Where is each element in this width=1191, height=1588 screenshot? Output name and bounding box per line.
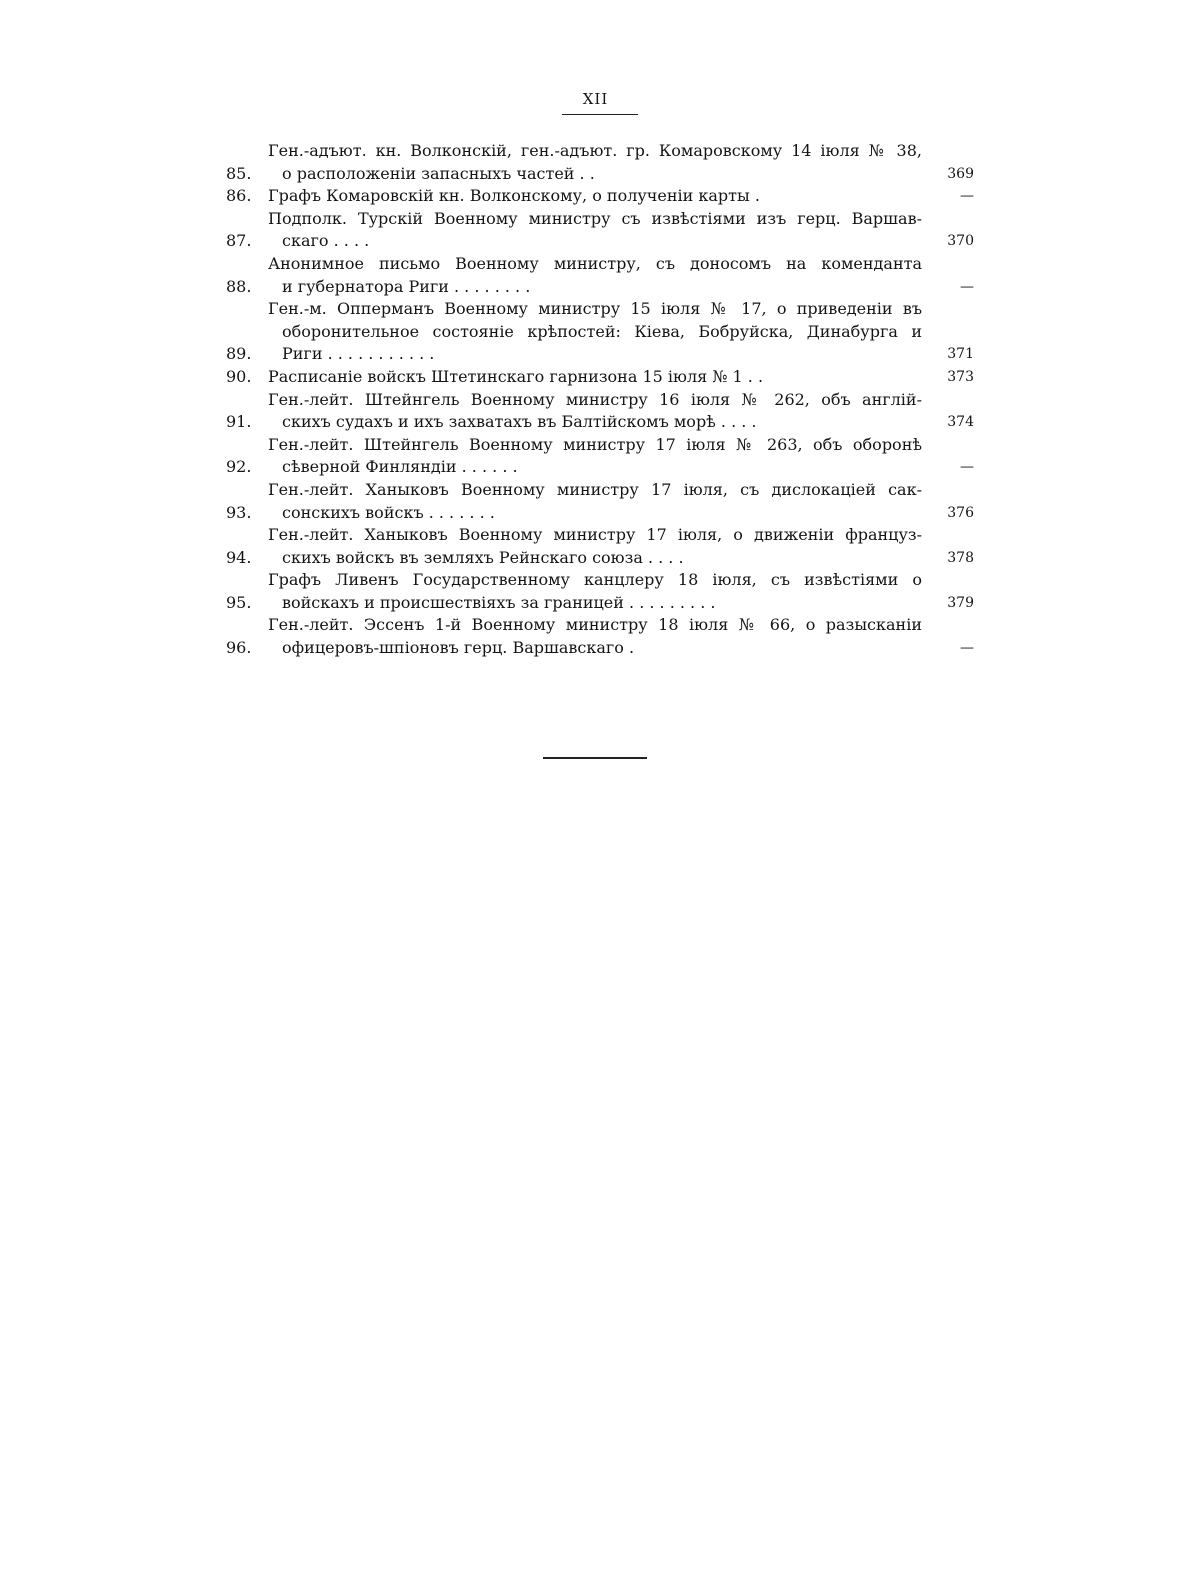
entry-number: 96.: [226, 638, 252, 658]
entry-page-number: 376: [947, 504, 974, 521]
toc-entry: [226, 479, 974, 524]
page-header-numeral: XII: [582, 90, 609, 108]
entry-title: [268, 208, 922, 253]
entry-title-line: Ген.-лейт. Штейнгель Военному министру 17 іюля № 263, объ оборонѣ: [268, 434, 922, 454]
entry-page-number: —: [960, 640, 974, 657]
entry-title-line: Графъ Комаровскій кн. Волконскому, о полученіи карты .: [268, 186, 760, 206]
entry-title-line: скихъ судахъ и ихъ захватахъ въ Балтійскомъ морѣ . . . .: [282, 412, 757, 432]
entry-page-number: 379: [947, 594, 974, 611]
entry-title-line: Графъ Ливенъ Государственному канцлеру 18 іюля, съ извѣстіями о: [268, 570, 922, 590]
toc-entry: [226, 366, 974, 389]
entry-number: 92.: [226, 457, 252, 477]
entry-page-number: —: [960, 278, 974, 295]
entry-number: 95.: [226, 592, 252, 612]
entry-title-line: сѣверной Финляндіи . . . . . .: [282, 457, 518, 477]
entry-title: [268, 614, 922, 659]
entry-title-line: Расписаніе войскъ Штетинскаго гарнизона 15 іюля № 1 . .: [268, 366, 764, 386]
entry-title: [268, 479, 922, 524]
entry-title-line: Риги . . . . . . . . . . .: [282, 344, 435, 364]
toc-entry: [226, 524, 974, 569]
entry-title-line: войскахъ и происшествіяхъ за границей . . . . . . . . .: [282, 592, 716, 612]
entry-number: 94.: [226, 547, 252, 567]
toc-entry: [226, 140, 974, 185]
entry-title: [268, 524, 922, 569]
entry-title-line: Подполк. Турскій Военному министру съ извѣстіями изъ герц. Варшав-: [268, 208, 922, 228]
entry-title: [268, 389, 922, 434]
entry-title: [268, 140, 922, 185]
header-rule: [562, 114, 638, 115]
entry-title-line: Ген.-лейт. Эссенъ 1-й Военному министру 18 іюля № 66, о разысканіи: [268, 615, 922, 635]
entry-title: [268, 366, 922, 389]
toc-entry: [226, 185, 974, 208]
entry-page-number: —: [960, 459, 974, 476]
entry-title: [268, 185, 922, 208]
entry-page-number: 374: [947, 414, 974, 431]
entry-title-line: о расположеніи запасныхъ частей . .: [282, 163, 595, 183]
entry-title: [268, 569, 922, 614]
entry-title-line: скаго . . . .: [282, 231, 370, 251]
entry-title-line: Ген.-лейт. Ханыковъ Военному министру 17 іюля, съ дислокаціей сак-: [268, 479, 922, 499]
toc-entry: [226, 434, 974, 479]
entry-title: [268, 253, 922, 298]
entry-title-line: Анонимное письмо Военному министру, съ доносомъ на коменданта: [268, 253, 922, 273]
entry-title-line: скихъ войскъ въ земляхъ Рейнскаго союза . . . .: [282, 547, 684, 567]
footer-rule: [543, 757, 647, 759]
entry-page-number: 371: [947, 346, 974, 363]
entry-number: 91.: [226, 412, 252, 432]
entry-title-line: Ген.-лейт. Ханыковъ Военному министру 17 іюля, о движеніи француз-: [268, 525, 922, 545]
entry-title: [268, 434, 922, 479]
entry-title-line: Ген.-лейт. Штейнгель Военному министру 16 іюля № 262, объ англій-: [268, 389, 922, 409]
table-of-contents: [226, 140, 974, 660]
entry-title-line: и губернатора Риги . . . . . . . .: [282, 276, 531, 296]
entry-number: 86.: [226, 186, 252, 206]
entry-page-number: 369: [947, 165, 974, 182]
toc-entry: [226, 614, 974, 659]
entry-title-line: Ген.-адъют. кн. Волконскій, ген.-адъют. гр. Комаровскому 14 іюля № 38,: [268, 141, 922, 160]
entry-page-number: 370: [947, 233, 974, 250]
toc-entry: [226, 253, 974, 298]
toc-entry: [226, 569, 974, 614]
entry-number: 90.: [226, 366, 252, 386]
entry-title: [268, 298, 922, 366]
toc-entry: [226, 298, 974, 366]
entry-title-line: оборонительное состояніе крѣпостей: Кіева, Бобруйска, Динабурга и: [282, 321, 922, 341]
entry-page-number: —: [960, 188, 974, 205]
entry-page-number: 373: [947, 368, 974, 385]
toc-entry: [226, 389, 974, 434]
entry-title-line: Ген.-м. Опперманъ Военному министру 15 іюля № 17, о приведеніи въ: [268, 299, 922, 319]
entry-number: 85.: [226, 163, 252, 183]
toc-entry: [226, 208, 974, 253]
entry-number: 88.: [226, 276, 252, 296]
entry-page-number: 378: [947, 549, 974, 566]
entry-number: 89.: [226, 344, 252, 364]
entry-title-line: офицеровъ-шпіоновъ герц. Варшавскаго .: [282, 638, 635, 658]
entry-number: 93.: [226, 502, 252, 522]
entry-title-line: сонскихъ войскъ . . . . . . .: [282, 502, 495, 522]
entry-number: 87.: [226, 231, 252, 251]
